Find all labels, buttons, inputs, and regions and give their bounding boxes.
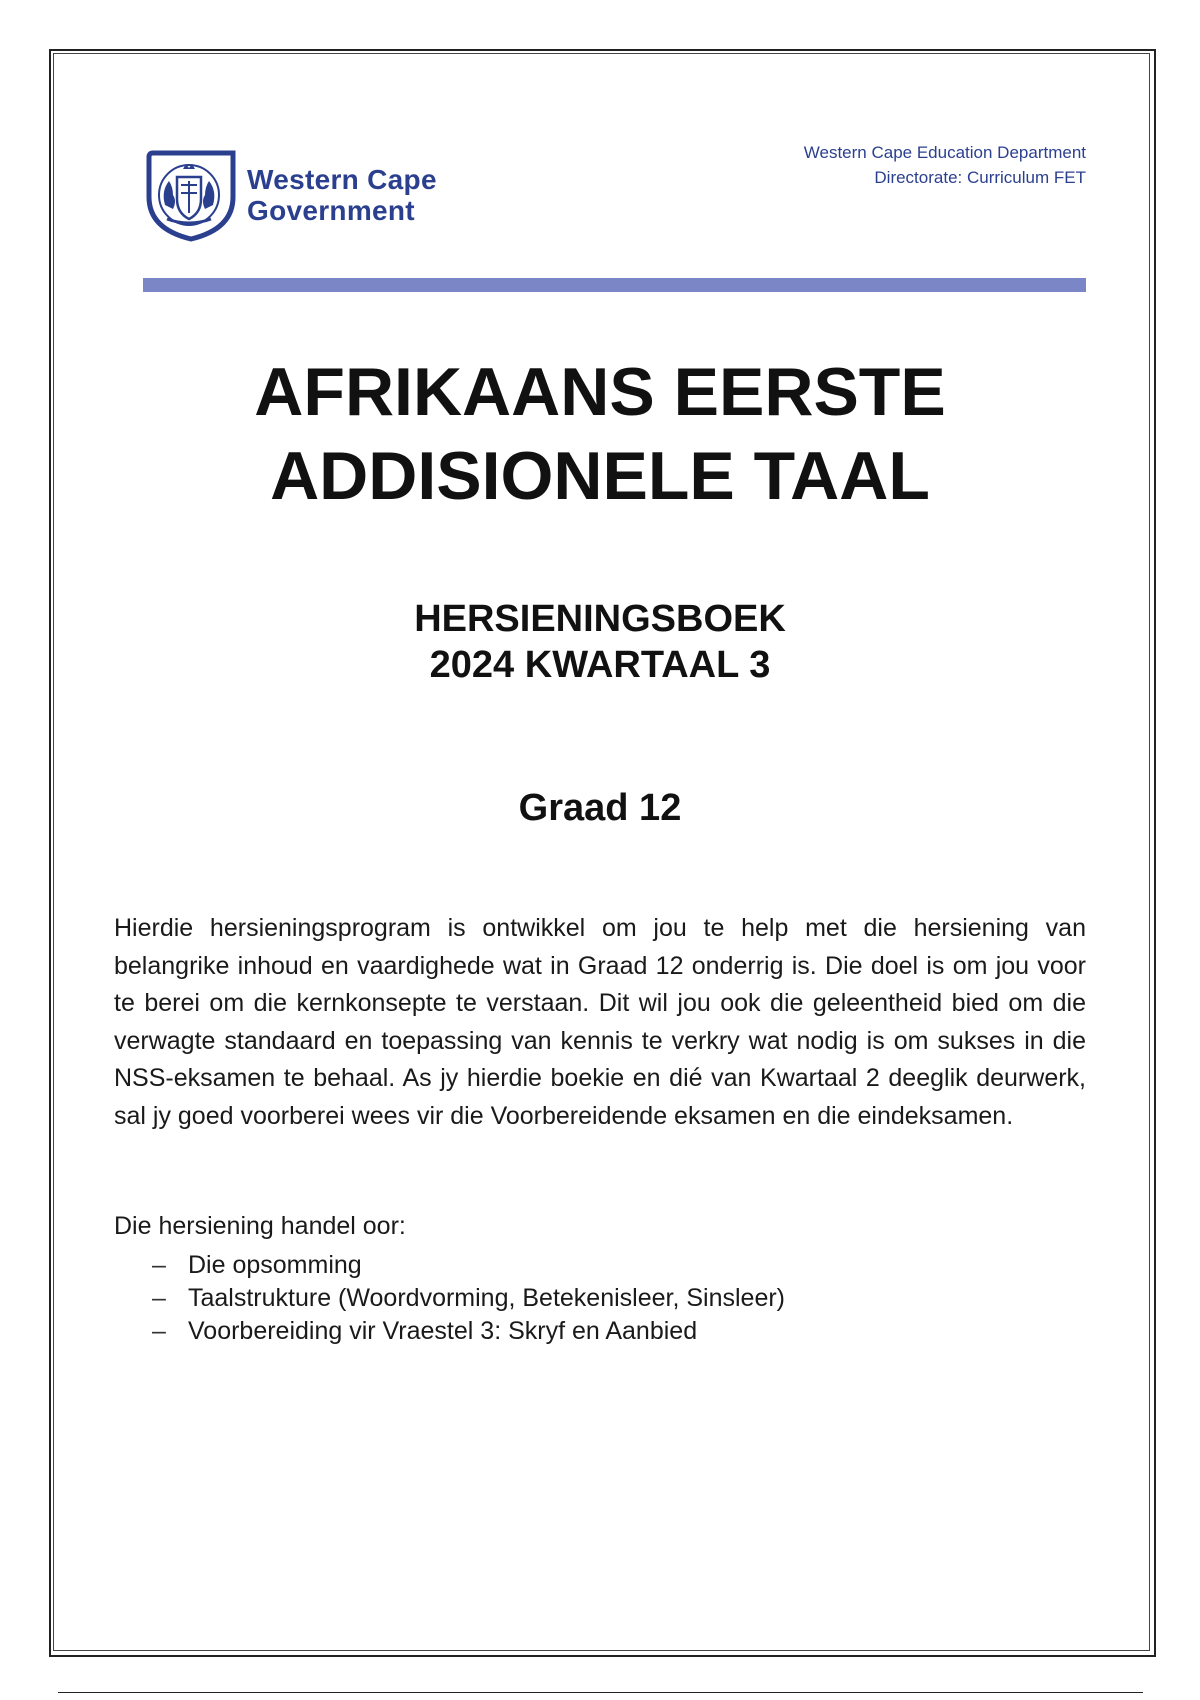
coat-of-arms-shield-icon	[143, 147, 239, 243]
list-item	[150, 1282, 785, 1315]
topics-lead: Die hersiening handel oor:	[114, 1212, 406, 1240]
directorate-name: Directorate: Curriculum FET	[874, 168, 1086, 187]
subtitle-line-1: HERSIENINGSBOEK	[414, 598, 786, 640]
list-item	[150, 1315, 785, 1348]
government-logo	[143, 145, 463, 245]
logo-line-2: Government	[247, 195, 415, 226]
grade-heading: Graad 12	[518, 787, 682, 829]
logo-wordmark	[247, 164, 437, 226]
topic-label: Voorbereiding vir Vraestel 3: Skryf en Aanbied	[188, 1317, 698, 1345]
title-line-1: AFRIKAANS EERSTE	[254, 354, 946, 430]
list-item	[150, 1249, 785, 1282]
logo-line-1: Western Cape	[247, 164, 437, 195]
subtitle-line-2: 2024 KWARTAAL 3	[429, 644, 771, 686]
footer-rule	[58, 1692, 1143, 1693]
document-subtitle	[100, 596, 1100, 688]
department-block	[804, 140, 1086, 190]
document-title	[100, 350, 1100, 518]
department-name: Western Cape Education Department	[803, 143, 1086, 162]
header-accent-bar	[143, 278, 1086, 292]
intro-paragraph: Hierdie hersieningsprogram is ontwikkel om jou te help met die hersiening van belangrike inhoud en vaardighede wat in Graad 12 onderrig is. Die doel is om jou voor te berei om die kernkonsepte te verstaan. Dit wil jou ook die geleentheid bied om die verwagte standaard en toepassing van kennis te verkry wat nodig is om sukses in die NSS-eksamen te behaal. As jy hierdie boekie en dié van Kwartaal 2 deeglik deurwerk, sal jy goed voorberei wees vir die Voorbereidende eksamen en die eindeksamen.	[114, 914, 1086, 1130]
topics-list	[150, 1249, 785, 1348]
title-line-2: ADDISIONELE TAAL	[270, 438, 930, 514]
topic-label: Taalstrukture (Woordvorming, Betekenisleer, Sinsleer)	[188, 1284, 786, 1312]
page-border-inner	[53, 53, 1150, 1651]
dash-bullet: –	[152, 1251, 166, 1279]
dash-bullet: –	[152, 1317, 166, 1345]
dash-bullet: –	[152, 1284, 166, 1312]
topic-label: Die opsomming	[188, 1251, 362, 1279]
